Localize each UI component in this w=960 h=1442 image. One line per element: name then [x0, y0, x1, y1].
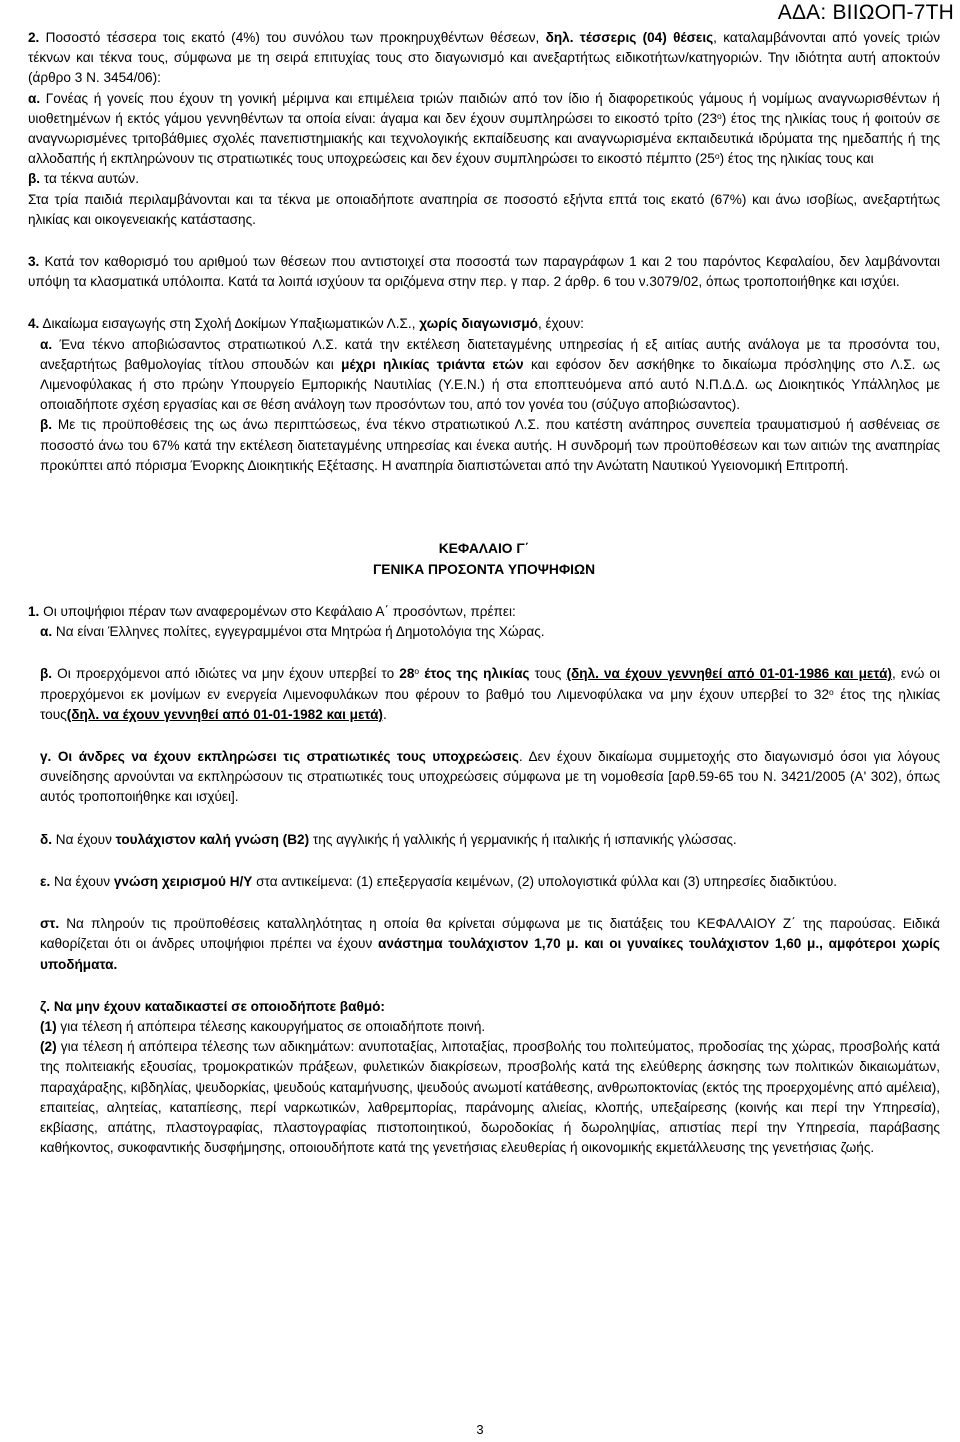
paragraph-number: 2. — [28, 30, 40, 45]
item-label: α. — [40, 336, 53, 352]
paragraph-4: 4. Δικαίωμα εισαγωγής στη Σχολή Δοκίμων Υπαξιωματικών Λ.Σ., χωρίς διαγωνισμό, έχουν: — [28, 316, 584, 332]
paragraph-2: 2. Ποσοστό τέσσερα τοις εκατό (4%) του συνόλου των προκηρυχθέντων θέσεων, δηλ. τέσσερις (04) θέσεις, καταλαμβάνονται από γονείς τριών τέκνων και τέκνα τους, σύμφωνα με τη σειρά επιτυχίας τους στο διαγωνισμό και ανεξαρτήτως ειδικοτήτων/κατηγοριών. Την ιδιότητα αυτή αποκτούν (άρθρο 3 Ν. 3454/06): — [28, 30, 940, 86]
paragraph-number: 3. — [28, 254, 40, 270]
chapter-title: ΚΕΦΑΛΑΙΟ Γ΄ — [438, 541, 530, 557]
item-label: α. — [40, 624, 53, 640]
item-label: α. — [28, 90, 41, 106]
requirements-intro: 1. Οι υποψήφιοι πέραν των αναφερομένων στο Κεφάλαιο Α΄ προσόντων, πρέπει: — [28, 604, 516, 620]
item-label: ε. — [40, 873, 51, 889]
paragraph-number: 4. — [28, 316, 40, 332]
ada-code: ΑΔΑ: ΒΙΙΩΟΠ-7ΤΗ — [777, 1, 954, 24]
requirement-z: ζ. Να μην έχουν καταδικαστεί σε οποιοδήποτε βαθμό: — [40, 998, 385, 1014]
page-number: 3 — [476, 1422, 484, 1437]
requirement-d: δ. Να έχουν τουλάχιστον καλή γνώση (Β2) της αγγλικής ή γαλλικής ή γερμανικής ή ιταλικής ή ισπανικής γλώσσας. — [40, 831, 737, 847]
item-2a: α. Γονέας ή γονείς που έχουν τη γονική μέριμνα και επιμέλεια τριών παιδιών από τον ίδιο ή διαφορετικούς γάμους ή νομίμως αναγνωρισθέντων ή υιοθετημένων ή εκτός γάμου γεννηθέντων τα οποία είναι: άγαμα και δεν έχουν συμπληρώσει το εικοστό τρίτο $(23^o)$ έτος της ηλικίας τους ή φοιτούν σε αναγνωρισμένες τριτοβάθμιες σχολές πανεπιστημιακής και τεχνολογικής εκπαίδευσης και αναγνωρισμένα εκπαιδευτικά ιδρύματα της ημεδαπής ή της αλλοδαπής ή εκπληρώνουν τις στρατιωτικές τους υποχρεώσεις και δεν έχουν συμπληρώσει το εικοστό πέμπτο $(25^o)$ έτος της ηλικίας τους και — [28, 90, 940, 167]
chapter-subtitle: ΓΕΝΙΚΑ ΠΡΟΣΟΝΤΑ ΥΠΟΨΗΦΙΩΝ — [372, 562, 596, 578]
requirement-b: β. Οι προερχόμενοι από ιδιώτες να μην έχουν υπερβεί το $28^o$ έτος της ηλικίας τους (δηλ. να έχουν γεννηθεί από 01-01-1986 και μετά), ενώ οι προερχόμενοι εκ μονίμων εν ενεργεία Λιμενοφυλάκων που φέρουν το βαθμό του Λιμενοφύλακα να μην έχουν υπερβεί το $32^o$ έτος της ηλικίας τους(δηλ. να έχουν γεννηθεί από 01-01-1982 και μετά). — [40, 666, 941, 722]
item-label: (1) — [40, 1018, 57, 1034]
paragraph-2-tail: Στα τρία παιδιά περιλαμβάνονται και τα τέκνα με οποιαδήποτε αναπηρία σε ποσοστό εξήντα επτά τοις εκατό (67%) και άνω ισοβίως, ανεξαρτήτως ηλικίας και οικογενειακής κατάστασης. — [28, 191, 940, 227]
item-2b: β. τα τέκνα αυτών. — [28, 171, 139, 187]
requirement-st: στ. Να πληρούν τις προϋποθέσεις καταλληλότητας η οποία θα κρίνεται σύμφωνα με τις διατάξεις του ΚΕΦΑΛΑΙΟΥ Ζ΄ της παρούσας. Ειδικά καθορίζεται ότι οι άνδρες υποψήφιοι πρέπει να έχουν ανάστημα τουλάχιστον 1,70 μ. και οι γυναίκες τουλάχιστον 1,60 μ., αμφότεροι χωρίς υποδήματα. — [40, 916, 940, 972]
item-label: στ. — [40, 916, 60, 932]
requirement-e: ε. Να έχουν γνώση χειρισμού Η/Υ στα αντικείμενα: (1) επεξεργασία κειμένων, (2) υπολογιστικά φύλλα και (3) υπηρεσίες διαδικτύου. — [40, 873, 838, 889]
requirement-z2: (2) για τέλεση ή απόπειρα τέλεσης των αδικημάτων: ανυποταξίας, λιποταξίας, προσβολής του πολιτεύματος, προδοσίας της χώρας, προσβολής κατά της πολιτειακής εξουσίας, τρομοκρατικών πράξεων, φυλετικών διακρίσεων, προσβολής κατά της ελεύθερης άσκησης των πολιτικών δικαιωμάτων, παραχάραξης, κιβδηλίας, ψευδορκίας, ψευδούς καταμήνυσης, ψευδούς ανωμοτί κατάθεσης, ανθρωποκτονίας (εκτός της προερχομένης από αμέλεια), επαιτείας, αλητείας, καταπίεσης, περί ναρκωτικών, λαθρεμπορίας, παράνομης αλιείας, κλοπής, υπεξαίρεσης (κοινής και περί την Υπηρεσία), εκβίασης, απάτης, πλαστογραφίας, πλαστογραφίας πιστοποιητικού, δωροδοκίας ή δωροληψίας, απιστίας περί την Υπηρεσία, παράβασης καθήκοντος, συκοφαντικής δυσφήμησης, οποιουδήποτε κατά της γενετήσιας ελευθερίας ή οικονομικής εκμετάλλευσης της γενετήσιας ζωής. — [40, 1039, 940, 1156]
document-body — [28, 28, 940, 1158]
item-4b: β. Με τις προϋποθέσεις της ως άνω περιπτώσεως, ένα τέκνο στρατιωτικού Λ.Σ. που κατέστη ανάπηρος συνεπεία τραυματισμού ή ασθένειας σε ποσοστό άνω του 67% κατά την εκτέλεση διατεταγμένης υπηρεσίας και ένεκα αυτής. Η συνδρομή των προϋποθέσεων και των αιτιών της αναπηρίας προκύπτει από πόρισμα Ένορκης Διοικητικής Εξέτασης. Η αναπηρία διαπιστώνεται από την Ανώτατη Ναυτικού Υγειονομική Επιτροπή. — [40, 417, 940, 473]
item-label: δ. — [40, 831, 53, 847]
paragraph-number: 1. — [28, 604, 40, 620]
item-label: β. — [40, 666, 53, 682]
requirement-a: α. Να είναι Έλληνες πολίτες, εγγεγραμμένοι στα Μητρώα ή Δημοτολόγια της Χώρας. — [40, 624, 545, 640]
item-label: β. — [40, 417, 53, 433]
paragraph-3: 3. Κατά τον καθορισμό του αριθμού των θέσεων που αντιστοιχεί στα ποσοστά των παραγράφων 1 και 2 του παρόντος Κεφαλαίου, δεν λαμβάνονται υπόψη τα κλασματικά υπόλοιπα. Κατά τα λοιπά ισχύουν τα οριζόμενα στην περ. γ παρ. 2 άρθρ. 6 του ν.3079/02, όπως τροποποιήθηκε και ισχύει. — [28, 254, 940, 290]
requirement-z1: (1) για τέλεση ή απόπειρα τέλεσης κακουργήματος σε οποιαδήποτε ποινή. — [40, 1018, 486, 1034]
item-label: (2) — [40, 1039, 57, 1055]
item-4a: α. Ένα τέκνο αποβιώσαντος στρατιωτικού Λ.Σ. κατά την εκτέλεση διατεταγμένης υπηρεσίας ή εξ αιτίας αυτής ανάλογα με τα προσόντα του, ανεξαρτήτως βαθμολογίας τίτλου σπουδών και μέχρι ηλικίας τριάντα ετών και εφόσον δεν ασκήθηκε το δικαίωμα πρόσληψης στο Λ.Σ. ως Λιμενοφύλακας ή στο πρώην Υπουργείο Εμπορικής Ναυτιλίας (Υ.Ε.Ν.) ή στα εποπτευόμενα από αυτό Ν.Π.Δ.Δ. ως Διοικητικός Υπάλληλος με οποιαδήποτε σχέση εργασίας και σε θέση ανάλογη των προσόντων του, από τον γονέα του (σύζυγο αποβιώσαντος). — [40, 336, 940, 413]
item-label: β. — [28, 171, 41, 187]
requirement-g: γ. Οι άνδρες να έχουν εκπληρώσει τις στρατιωτικές τους υποχρεώσεις. Δεν έχουν δικαίωμα συμμετοχής στο διαγωνισμό όσοι για λόγους συνείδησης αρνούνται να εκπληρώσουν τις στρατιωτικές τους υποχρεώσεις σύμφωνα με τη νομοθεσία [αρθ.59-65 του Ν. 3421/2005 (Α' 302), όπως αυτός τροποποιήθηκε και ισχύει]. — [40, 749, 940, 805]
